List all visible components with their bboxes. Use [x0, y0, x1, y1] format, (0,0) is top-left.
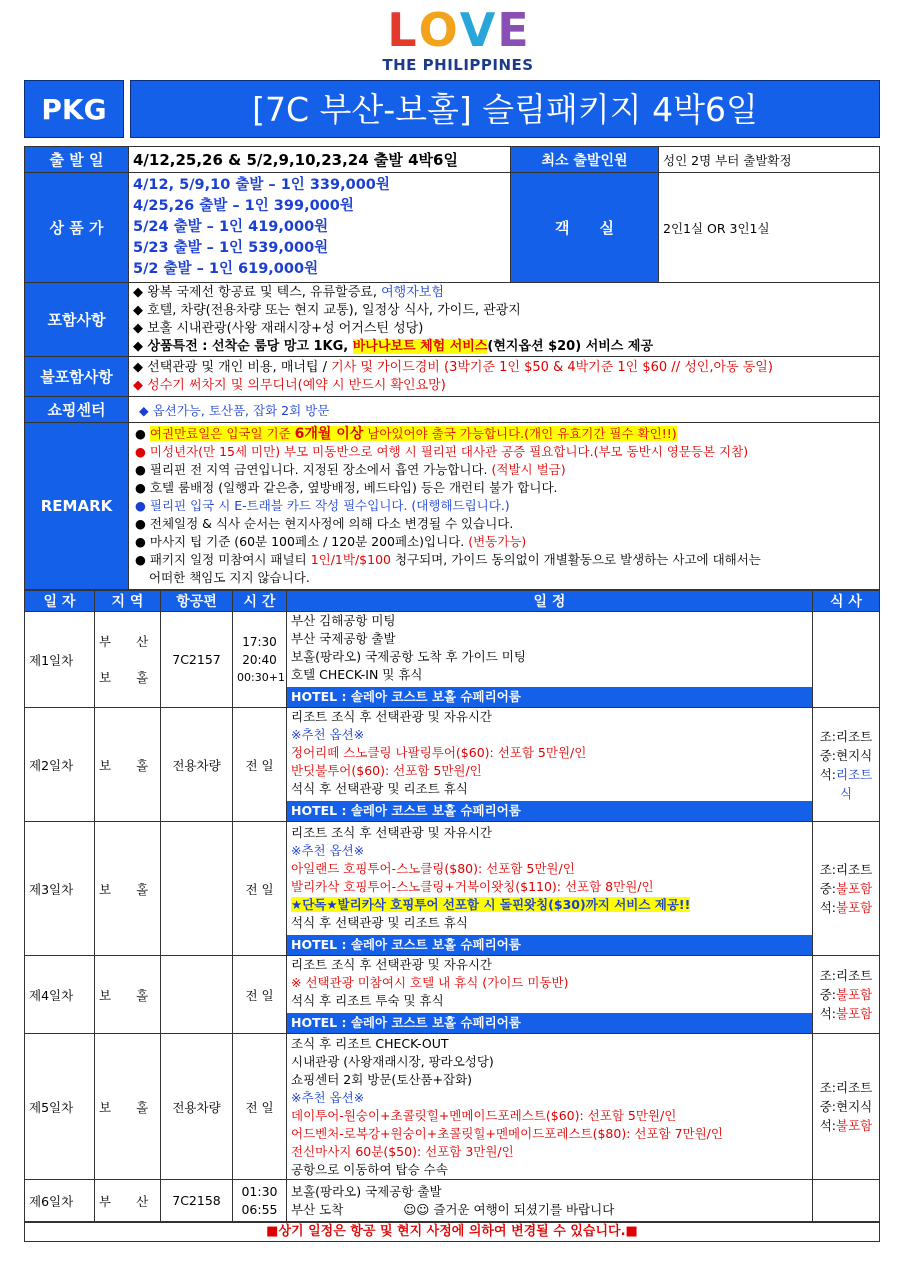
- page-header: [24, 80, 880, 138]
- incl-insurance: 여행자보험: [381, 284, 444, 300]
- day-label: 제1일차: [25, 612, 95, 708]
- day-meal: [813, 956, 880, 1034]
- price-item: 5/24 출발 – 1인 419,000원: [133, 219, 329, 235]
- excl-row: [25, 357, 880, 397]
- region-text: 보 홀: [99, 669, 149, 685]
- meal-text: 조:리조트: [819, 968, 873, 983]
- info-table: [24, 146, 880, 590]
- logo-letter: V: [459, 3, 496, 57]
- col-time: 시 간: [233, 591, 287, 612]
- price-item: 5/23 출발 – 1인 539,000원: [133, 240, 329, 256]
- price-item: 4/25,26 출발 – 1인 399,000원: [133, 198, 354, 214]
- itinerary-text: 공항으로 이동하여 탑승 수속: [291, 1161, 448, 1177]
- meal-text: 석:: [819, 766, 837, 782]
- meal-text: 조:리조트: [819, 862, 873, 877]
- day-meal: [813, 822, 880, 956]
- time-text: 17:30: [242, 634, 277, 649]
- love-philippines-logo: [368, 3, 548, 76]
- incl-text: ◆ 보홀 시내관광(사왕 재래시장+성 어거스틴 성당): [133, 320, 424, 336]
- itinerary-text: 리조트 조식 후 선택관광 및 자유시간: [291, 709, 492, 724]
- itinerary-farewell: ☺☺ 즐거운 여행이 되셨기를 바랍니다: [403, 1201, 615, 1217]
- incl-text: ◆ 호텔, 차량(전용차량 또는 현지 교통), 일정상 식사, 가이드, 관광지: [133, 302, 521, 318]
- day-itinerary: [287, 822, 813, 956]
- logo-letter: E: [497, 3, 529, 57]
- meal-text: 불포함: [836, 987, 873, 1002]
- day-row: [25, 1180, 880, 1222]
- day-row: [25, 1034, 880, 1180]
- shop-label: 쇼핑센터: [25, 397, 129, 423]
- itinerary-option: 아일랜드 호핑투어-스노클링($80): 선포함 5만원/인: [291, 861, 575, 876]
- hotel-bar: HOTEL : 솔레아 코스트 보홀 슈페리어룸: [287, 935, 812, 955]
- shop-value: ◆ 옵션가능, 토산품, 잡화 2회 방문: [129, 397, 880, 423]
- day-meal: [813, 612, 880, 708]
- price-item: 5/2 출발 – 1인 619,000원: [133, 261, 319, 277]
- footer-notice: ■상기 일정은 항공 및 현지 사정에 의하여 변경될 수 있습니다.■: [24, 1222, 880, 1242]
- day-meal: [813, 708, 880, 822]
- col-region: 지 역: [95, 591, 161, 612]
- day-flight: [161, 822, 233, 956]
- col-day: 일 자: [25, 591, 95, 612]
- depart-row: [25, 147, 880, 173]
- day-region: 보 홀: [95, 1034, 161, 1180]
- day-region: 부 산: [95, 1180, 161, 1222]
- remark-text: 청구되며, 가이드 동의없이 개별활동으로 발생하는 사고에 대해서는: [390, 552, 761, 567]
- meal-text: 불포함: [836, 900, 873, 915]
- remark-row: [25, 423, 880, 590]
- price-list: [129, 173, 511, 283]
- day-itinerary: [287, 612, 813, 708]
- day-time: [233, 612, 287, 708]
- day-time: 전 일: [233, 1034, 287, 1180]
- logo-letter: L: [387, 3, 417, 57]
- day-row: [25, 708, 880, 822]
- min-label: 최소 출발인원: [511, 147, 659, 173]
- region-text: 부 산: [99, 633, 149, 649]
- meal-text: 조:리조트: [819, 1080, 873, 1095]
- itinerary-option: 발리카삭 호핑투어-스노클링+거북이왓칭($110): 선포함 8만원/인: [291, 879, 654, 894]
- itinerary-text: 리조트 조식 후 선택관광 및 자유시간: [291, 957, 492, 972]
- incl-text: (현지옵션 $20) 서비스 제공: [487, 338, 654, 354]
- itinerary-option-title: ※추천 옵션※: [291, 843, 365, 858]
- day-time: 전 일: [233, 708, 287, 822]
- remark-text: ● 미성년자(만 15세 미만) 부모 미동반으로 여행 시 필리핀 대사관 공증 필요합니다.(부모 동반시 영문등본 지참): [135, 444, 749, 459]
- schedule-table: [24, 590, 880, 1222]
- itinerary-text: 리조트 조식 후 선택관광 및 자유시간: [291, 825, 492, 840]
- incl-row: [25, 283, 880, 357]
- itinerary-option-title: ※추천 옵션※: [291, 727, 365, 742]
- itinerary-text: 보홀(팡라오) 국제공항 출발: [291, 1183, 442, 1199]
- itinerary-option: 전신마사지 60분($50): 선포함 3만원/인: [291, 1143, 514, 1159]
- itinerary-special: ★단독★발리카삭 호핑투어 선포함 시 돌핀왓칭($30)까지 서비스 제공!!: [291, 897, 691, 912]
- incl-text: ◆ 상품특전 : 선착순 룸당 망고 1KG,: [133, 338, 353, 354]
- meal-text: 석:: [819, 1006, 837, 1021]
- room-value: 2인1실 OR 3인1실: [659, 173, 880, 283]
- meal-text: 중:: [819, 881, 837, 896]
- day-region: [95, 612, 161, 708]
- remark-list: [129, 423, 880, 590]
- hotel-bar: HOTEL : 솔레아 코스트 보홀 슈페리어룸: [287, 801, 812, 821]
- hotel-bar: HOTEL : 솔레아 코스트 보홀 슈페리어룸: [287, 687, 812, 707]
- price-row: [25, 173, 880, 283]
- day-label: 제3일차: [25, 822, 95, 956]
- hotel-bar: HOTEL : 솔레아 코스트 보홀 슈페리어룸: [287, 1013, 812, 1033]
- remark-label: REMARK: [25, 423, 129, 590]
- col-flight: 항공편: [161, 591, 233, 612]
- remark-variable: (변동가능): [468, 534, 527, 549]
- itinerary-text: 쇼핑센터 2회 방문(토산품+잡화): [291, 1071, 473, 1087]
- day-row: [25, 612, 880, 708]
- col-meal: 식 사: [813, 591, 880, 612]
- day-region: 보 홀: [95, 956, 161, 1034]
- day-label: 제4일차: [25, 956, 95, 1034]
- itinerary-note: ※ 선택관광 미참여시 호텔 내 휴식 (가이드 미동반): [291, 975, 569, 990]
- remark-text: ● 필리핀 입국 시 E-트래블 카드 작성 필수입니다. (대행해드립니다.): [135, 498, 510, 513]
- shop-row: [25, 397, 880, 423]
- meal-text: 석:: [819, 900, 837, 915]
- time-text: 06:55: [241, 1201, 278, 1217]
- day-label: 제2일차: [25, 708, 95, 822]
- day-meal: [813, 1180, 880, 1222]
- day-region: 보 홀: [95, 822, 161, 956]
- incl-banana-boat: 바나나보트 체험 서비스: [352, 338, 488, 354]
- min-value: 성인 2명 부터 출발확정: [659, 147, 880, 173]
- meal-text: 중:: [819, 987, 837, 1002]
- itinerary-text: 시내관광 (사왕재래시장, 팡라오성당): [291, 1053, 494, 1069]
- remark-text: ● 전체일정 & 식사 순서는 현지사정에 의해 다소 변경될 수 있습니다.: [135, 516, 514, 531]
- itinerary-option-title: ※추천 옵션※: [291, 1089, 365, 1105]
- incl-list: [129, 283, 880, 357]
- logo-word: [368, 3, 548, 57]
- incl-text: ◆ 왕복 국제선 항공료 및 텍스, 유류할증료,: [133, 284, 382, 300]
- meal-text: 중:현지식: [819, 747, 873, 763]
- page-title: [7C 부산-보홀] 슬림패키지 4박6일: [130, 80, 880, 138]
- day-itinerary: [287, 956, 813, 1034]
- day-time: 전 일: [233, 822, 287, 956]
- depart-label: 출 발 일: [25, 147, 129, 173]
- itinerary-text: 석식 후 선택관광 및 리조트 휴식: [291, 915, 468, 930]
- excl-text: ◆ 성수기 써차지 및 의무디너(예약 시 반드시 확인요망): [133, 377, 446, 393]
- itinerary-text: 호텔 CHECK-IN 및 휴식: [291, 667, 423, 682]
- remark-fine: (적발시 벌금): [491, 462, 566, 477]
- itinerary-text: 석식 후 리조트 투숙 및 휴식: [291, 993, 444, 1008]
- time-text: 00:30+1: [237, 670, 285, 684]
- meal-text: 석:: [819, 1118, 837, 1133]
- itinerary-option: 어드벤처-로복강+원숭이+초콜릿힐+멘메이드포레스트($80): 선포함 7만원/인: [291, 1125, 723, 1141]
- remark-text: ●: [135, 426, 150, 441]
- itinerary-text: 석식 후 선택관광 및 리조트 휴식: [291, 781, 468, 796]
- meal-text: 불포함: [836, 1006, 873, 1021]
- itinerary-text: 보홀(팡라오) 국제공항 도착 후 가이드 미팅: [291, 649, 526, 664]
- remark-text: ● 필리핀 전 지역 금연입니다. 지정된 장소에서 흡연 가능합니다.: [135, 462, 492, 477]
- excl-guide-fee: 기사 및 가이드경비 (3박기준 1인 $50 & 4박기준 1인 $60 // 성인,아동 동일): [331, 359, 773, 375]
- remark-penalty: 1인/1박/$100: [310, 552, 391, 567]
- day-row: [25, 822, 880, 956]
- pkg-badge: PKG: [24, 80, 124, 138]
- room-label: 객 실: [511, 173, 659, 283]
- time-text: 20:40: [242, 652, 277, 667]
- day-itinerary: [287, 1180, 813, 1222]
- day-label: 제5일차: [25, 1034, 95, 1180]
- itinerary-option: 정어리떼 스노클링 나팔링투어($60): 선포함 5만원/인: [291, 745, 587, 760]
- day-region: 보 홀: [95, 708, 161, 822]
- remark-passport: 여권만료일은 입국일 기준 6개월 이상 남아있어야 출국 가능합니다.(개인 유효기간 필수 확인!!): [149, 426, 677, 442]
- excl-list: [129, 357, 880, 397]
- col-itinerary: 일 정: [287, 591, 813, 612]
- excl-text: ◆ 선택관광 및 개인 비용, 매너팁 /: [133, 359, 332, 375]
- itinerary-option: 데이투어-원숭이+초콜릿힐+멘메이드포레스트($60): 선포함 5만원/인: [291, 1107, 677, 1123]
- itinerary-text: 조식 후 리조트 CHECK-OUT: [291, 1035, 449, 1051]
- day-meal: [813, 1034, 880, 1180]
- itinerary-text: 부산 김해공항 미팅: [291, 613, 396, 628]
- day-flight: 7C2158: [161, 1180, 233, 1222]
- remark-text: ● 패키지 일정 미참여시 패널티: [135, 552, 311, 567]
- meal-text: 조:리조트: [819, 728, 873, 744]
- day-itinerary: [287, 708, 813, 822]
- day-label: 제6일차: [25, 1180, 95, 1222]
- excl-label: 불포함사항: [25, 357, 129, 397]
- day-row: [25, 956, 880, 1034]
- day-itinerary: [287, 1034, 813, 1180]
- itinerary-text: 부산 국제공항 출발: [291, 631, 396, 646]
- remark-text: ● 호텔 룸배정 (일행과 같은층, 옆방배정, 베드타입) 등은 개런티 불가 합니다.: [135, 480, 558, 495]
- price-item: 4/12, 5/9,10 출발 – 1인 339,000원: [133, 177, 390, 193]
- incl-label: 포함사항: [25, 283, 129, 357]
- remark-text: ● 마사지 팁 기준 (60분 100페소 / 120분 200페소)입니다.: [135, 534, 469, 549]
- price-label: 상 품 가: [25, 173, 129, 283]
- meal-text: 중:현지식: [819, 1099, 873, 1114]
- day-flight: 전용차량: [161, 1034, 233, 1180]
- day-time: [233, 1180, 287, 1222]
- depart-value: 4/12,25,26 & 5/2,9,10,23,24 출발 4박6일: [129, 147, 511, 173]
- meal-text: 리조트식: [836, 766, 873, 801]
- logo-letter: O: [418, 3, 458, 57]
- itinerary-text: 부산 도착: [291, 1201, 344, 1217]
- meal-text: 불포함: [836, 1118, 873, 1133]
- remark-text: 어떠한 책임도 지지 않습니다.: [149, 570, 310, 585]
- day-flight: [161, 956, 233, 1034]
- itinerary-option: 반딧불투어($60): 선포함 5만원/인: [291, 763, 482, 778]
- schedule-header: [25, 591, 880, 612]
- day-flight: 전용차량: [161, 708, 233, 822]
- meal-text: 불포함: [836, 881, 873, 896]
- logo-subtitle: THE PHILIPPINES: [382, 56, 534, 74]
- day-time: 전 일: [233, 956, 287, 1034]
- time-text: 01:30: [241, 1183, 278, 1199]
- day-flight: 7C2157: [161, 612, 233, 708]
